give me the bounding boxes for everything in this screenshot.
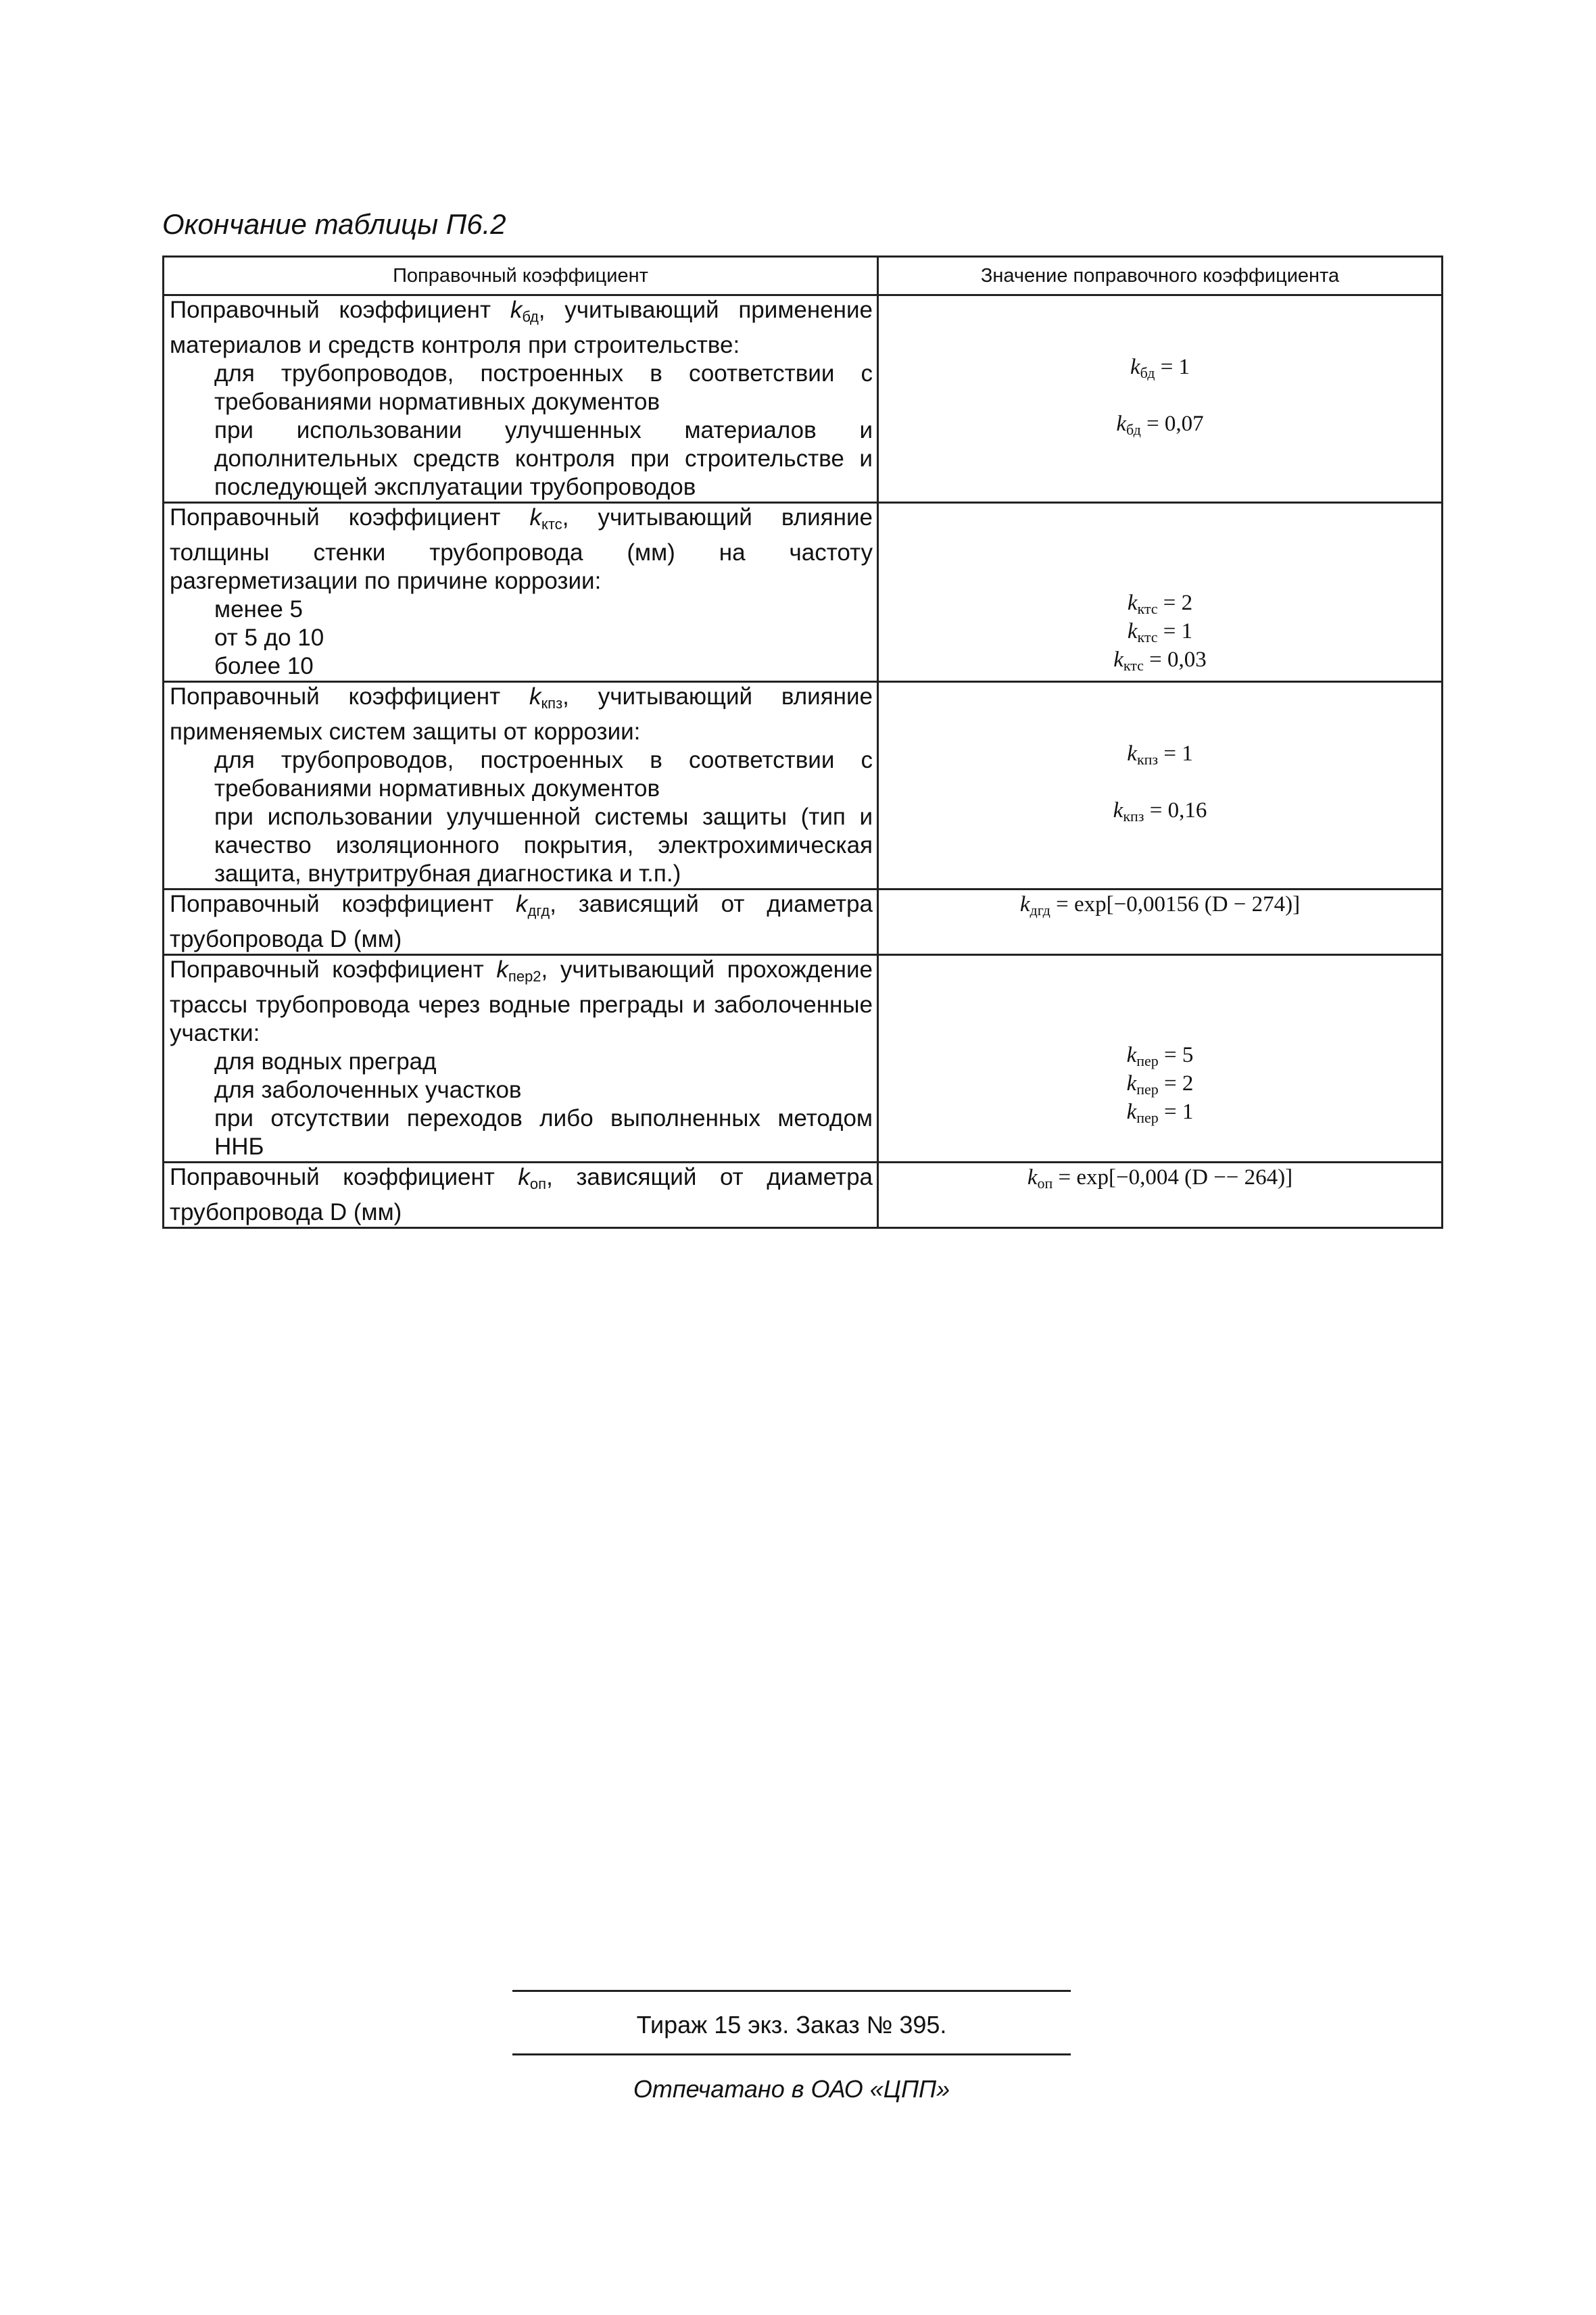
formula-subscript: дгд: [1030, 902, 1050, 919]
coefficient-symbol: [529, 683, 562, 710]
symbol-subscript: бд: [522, 308, 539, 325]
value-subscript: ктс: [1123, 657, 1144, 674]
table-row: [164, 890, 1443, 955]
symbol-subscript: кпз: [541, 695, 563, 712]
coefficient-description: [164, 295, 878, 503]
value-number: = 2: [1158, 1071, 1194, 1096]
value-symbol: k: [1126, 1043, 1137, 1067]
symbol-letter: k: [496, 956, 508, 983]
value-number: = 2: [1157, 591, 1193, 615]
value-number: = 1: [1158, 741, 1193, 766]
condition-item: при использовании улучшенной системы защиты (тип и качество изоляционного покрытия, электрохимическая защита, внутритрубная диагностика и т.п.): [214, 804, 873, 887]
symbol-letter: k: [518, 1164, 530, 1190]
symbol-subscript: ктс: [541, 516, 562, 533]
value-subscript: ктс: [1137, 600, 1158, 617]
condition-item: при использовании улучшенных материалов и дополнительных средств контроля при строительстве и последующей эксплуатации трубопроводов: [214, 417, 873, 500]
title-suffix: , учитывающий применение материалов и средств контроля при строительстве:: [170, 297, 873, 358]
value-spacer: [879, 853, 1441, 881]
value-number: = 1: [1158, 1100, 1194, 1124]
condition-item: менее 5: [214, 596, 303, 623]
correction-coefficients-table: [162, 255, 1443, 1229]
title-suffix: , зависящий от диаметра трубопровода D (мм): [170, 891, 873, 952]
condition-value: [879, 1069, 1441, 1098]
coefficient-title: [170, 296, 873, 360]
value-spacer: [879, 768, 1441, 796]
condition-value: [879, 353, 1441, 381]
coefficient-title: [170, 504, 873, 595]
print-run-text: Тираж 15 экз. Заказ № 395.: [636, 2011, 947, 2039]
title-prefix: Поправочный коэффициент: [170, 683, 501, 710]
value-symbol: k: [1127, 741, 1137, 766]
condition-item: от 5 до 10: [214, 625, 324, 651]
condition-value: [879, 410, 1441, 438]
condition-value: [879, 645, 1441, 674]
coefficient-values: [878, 503, 1443, 682]
coefficient-symbol: [516, 891, 550, 917]
title-suffix: , учитывающий влияние применяемых систем защиты от коррозии:: [170, 683, 873, 745]
coefficient-description: [164, 1163, 878, 1228]
coefficient-title: [170, 683, 873, 746]
value-subscript: кпз: [1136, 751, 1159, 768]
value-subscript: пер: [1136, 1081, 1159, 1098]
condition-item: для заболоченных участков: [214, 1077, 522, 1103]
title-suffix: , учитывающий прохождение трассы трубопровода через водные преграды и заболоченные участки:: [170, 956, 873, 1046]
value-symbol: k: [1113, 798, 1123, 823]
coefficient-symbol: [510, 297, 539, 323]
value-symbol: k: [1126, 1100, 1137, 1124]
coefficient-title: [170, 956, 873, 1048]
value-spacer: [879, 504, 1441, 532]
value-number: = 0,03: [1143, 648, 1207, 672]
value-spacer: [879, 711, 1441, 739]
value-number: = 1: [1155, 355, 1190, 379]
coefficient-values: [878, 890, 1443, 955]
condition-value: [879, 589, 1441, 617]
coefficient-symbol: [518, 1164, 546, 1190]
coefficient-title: [170, 890, 873, 954]
title-suffix: , зависящий от диаметра трубопровода D (мм): [170, 1164, 873, 1225]
value-spacer: [879, 466, 1441, 495]
value-subscript: пер: [1136, 1052, 1159, 1069]
value-subscript: пер: [1136, 1109, 1159, 1126]
condition-item: для трубопроводов, построенных в соответствии с требованиями нормативных документов: [214, 747, 873, 802]
value-number: = 1: [1157, 619, 1193, 643]
coefficient-symbol: [496, 956, 541, 983]
value-symbol: k: [1126, 1071, 1137, 1096]
coefficient-values: [878, 955, 1443, 1163]
value-spacer: [879, 683, 1441, 711]
value-subscript: ктс: [1137, 629, 1158, 645]
value-number: = 0,07: [1140, 412, 1204, 436]
condition-item: для водных преград: [214, 1048, 437, 1075]
condition-value: [879, 1098, 1441, 1126]
condition-value: [879, 796, 1441, 825]
value-spacer: [879, 324, 1441, 353]
coefficient-title: [170, 1163, 873, 1227]
value-symbol: k: [1127, 619, 1138, 643]
value-symbol: k: [1127, 591, 1138, 615]
coefficient-description: [164, 503, 878, 682]
formula-symbol: k: [1019, 892, 1030, 917]
formula-subscript: оп: [1037, 1175, 1053, 1192]
footer-rule-bottom: [512, 2053, 1071, 2055]
table-header-row: [164, 257, 1443, 295]
printed-by-text: Отпечатано в ОАО «ЦПП»: [633, 2075, 950, 2103]
table-caption: Окончание таблицы П6.2: [162, 208, 506, 240]
formula-value: [879, 1163, 1441, 1192]
value-symbol: k: [1113, 648, 1123, 672]
coefficient-values: [878, 682, 1443, 890]
value-symbol: k: [1130, 355, 1140, 379]
value-spacer: [879, 825, 1441, 853]
formula-expression: = exp[−0,00156 (D − 274)]: [1050, 892, 1301, 917]
symbol-subscript: оп: [529, 1175, 547, 1192]
condition-value: [879, 739, 1441, 768]
symbol-letter: k: [529, 683, 541, 710]
condition-item: более 10: [214, 653, 314, 679]
table-row: [164, 1163, 1443, 1228]
title-prefix: Поправочный коэффициент: [170, 1164, 495, 1190]
table-row: [164, 682, 1443, 890]
condition-item: при отсутствии переходов либо выполненных методом ННБ: [214, 1105, 873, 1160]
header-value: Значение поправочного коэффициента: [878, 257, 1443, 295]
value-number: = 0,16: [1144, 798, 1207, 823]
value-subscript: кпз: [1123, 808, 1144, 825]
value-spacer: [879, 296, 1441, 324]
value-spacer: [879, 381, 1441, 410]
title-prefix: Поправочный коэффициент: [170, 297, 491, 323]
coefficient-values: [878, 295, 1443, 503]
title-prefix: Поправочный коэффициент: [170, 504, 501, 531]
value-subscript: бд: [1126, 421, 1141, 438]
footer-rule-top: [512, 1990, 1071, 1992]
formula-symbol: k: [1027, 1165, 1038, 1190]
value-spacer: [879, 560, 1441, 589]
value-spacer: [879, 956, 1441, 984]
condition-value: [879, 1041, 1441, 1069]
title-prefix: Поправочный коэффициент: [170, 891, 494, 917]
condition-value: [879, 617, 1441, 645]
header-coefficient: Поправочный коэффициент: [164, 257, 878, 295]
value-spacer: [879, 438, 1441, 466]
symbol-letter: k: [510, 297, 523, 323]
title-prefix: Поправочный коэффициент: [170, 956, 484, 983]
value-subscript: бд: [1140, 364, 1155, 381]
table-row: [164, 955, 1443, 1163]
value-spacer: [879, 1013, 1441, 1041]
condition-item: для трубопроводов, построенных в соответствии с требованиями нормативных документов: [214, 360, 873, 415]
value-spacer: [879, 1126, 1441, 1154]
coefficient-description: [164, 890, 878, 955]
formula-expression: = exp[−0,004 (D −− 264)]: [1053, 1165, 1293, 1190]
value-spacer: [879, 984, 1441, 1013]
coefficient-description: [164, 682, 878, 890]
title-suffix: , учитывающий влияние толщины стенки трубопровода (мм) на частоту разгерметизации по причине коррозии:: [170, 504, 873, 594]
value-spacer: [879, 532, 1441, 560]
value-number: = 5: [1158, 1043, 1194, 1067]
value-symbol: k: [1116, 412, 1126, 436]
coefficient-description: [164, 955, 878, 1163]
symbol-letter: k: [529, 504, 541, 531]
coefficient-values: [878, 1163, 1443, 1228]
formula-value: [879, 890, 1441, 919]
table-row: [164, 295, 1443, 503]
coefficient-symbol: [529, 504, 562, 531]
table-row: [164, 503, 1443, 682]
symbol-subscript: пер2: [508, 968, 541, 985]
symbol-subscript: дгд: [527, 902, 550, 919]
symbol-letter: k: [515, 891, 528, 917]
